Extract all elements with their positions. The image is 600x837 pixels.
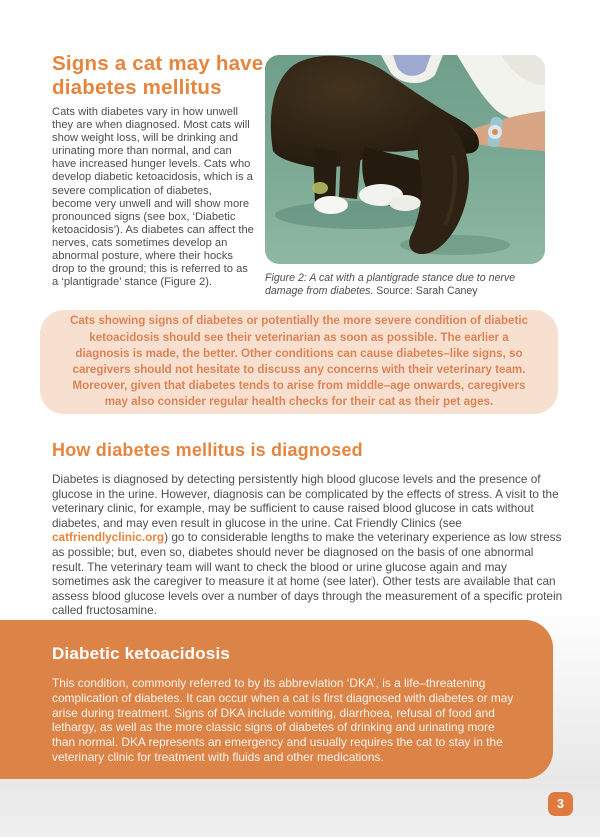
dka-box-text: This condition, commonly referred to by its abbreviation ‘DKA’, is a life–threatening complication of diabetes. It can occur when a cat is first diagnosed with diabetes or may arise during treatment. Signs of DKA include vomiting, diarrhoea, refusal of food and lethargy, as well as the more classic signs of diabetes of drinking and urinating more than normal. DKA represents an emergency and usually requires the cat to stay in the veterinary clinic for treatment with fluids and other medications.: [52, 676, 514, 764]
diagnosis-heading: How diabetes mellitus is diagnosed: [52, 440, 363, 460]
diagnosis-text-after-link: ) go to considerable lengths to make the veterinary experience as low stress as possible; but, even so, diabetes should never be diagnosed on the basis of one abnormal result. The veterinary team will want to check the blood or urine glucose again and may sometimes ask the caregiver to measure it at home (see later). Other tests are available that can assess blood glucose levels over a number of days through the measurement of a specific protein called fructosamine.: [52, 530, 563, 618]
advice-callout-text: Cats showing signs of diabetes or potentially the more severe condition of diabetic ketoacidosis should see their veterinarian as soon as possible. The earlier a diagnosis is made, the better. Other conditions can cause diabetes–like signs, so caregivers should not hesitate to discuss any concerns with their veterinary team. Moreover, given that diabetes tends to arise from middle–age onwards, caregivers may also consider regular health checks for their cat as their pet ages.: [69, 314, 529, 409]
figure-source-text: Source: Sarah Caney: [376, 285, 478, 297]
cat-friendly-clinic-link[interactable]: catfriendlyclinic.org: [52, 530, 165, 545]
cat-photo: [265, 55, 545, 264]
figure-caption-text: Figure 2: A cat with a plantigrade stance due to nerve damage from diabetes.: [265, 272, 516, 297]
dka-box-heading: Diabetic ketoacidosis: [52, 644, 231, 663]
figure-caption: [265, 272, 553, 298]
page-number-badge: 3: [548, 792, 573, 816]
dka-info-box: [0, 620, 553, 779]
diagnosis-paragraph: [52, 472, 564, 618]
page-title: Signs a cat may have diabetes mellitus: [52, 52, 264, 99]
diagnosis-text-before-link: Diabetes is diagnosed by detecting persistently high blood glucose levels and the presence of glucose in the urine. However, diagnosis can be complicated by the effects of stress. A visit to the veterinary clinic, for example, may be sufficient to cause raised blood glucose in cats without diabetes, and may even result in glucose in the urine. Cat Friendly Clinics (see: [52, 472, 559, 530]
advice-callout: [40, 310, 558, 414]
figure-2: [265, 55, 545, 298]
signs-paragraph: Cats with diabetes vary in how unwell they are when diagnosed. Most cats will show weight loss, will be drinking and urinating more than normal, and can have increased hunger levels. Cats who develop diabetic ketoacidosis, which is a severe complication of diabetes, become very unwell and will show more pronounced signs (see box, ‘Diabetic ketoacidosis’). As diabetes can affect the nerves, cats sometimes develop an abnormal posture, where their hocks drop to the ground; this is referred to as a ‘plantigrade’ stance (Figure 2).: [52, 106, 254, 289]
